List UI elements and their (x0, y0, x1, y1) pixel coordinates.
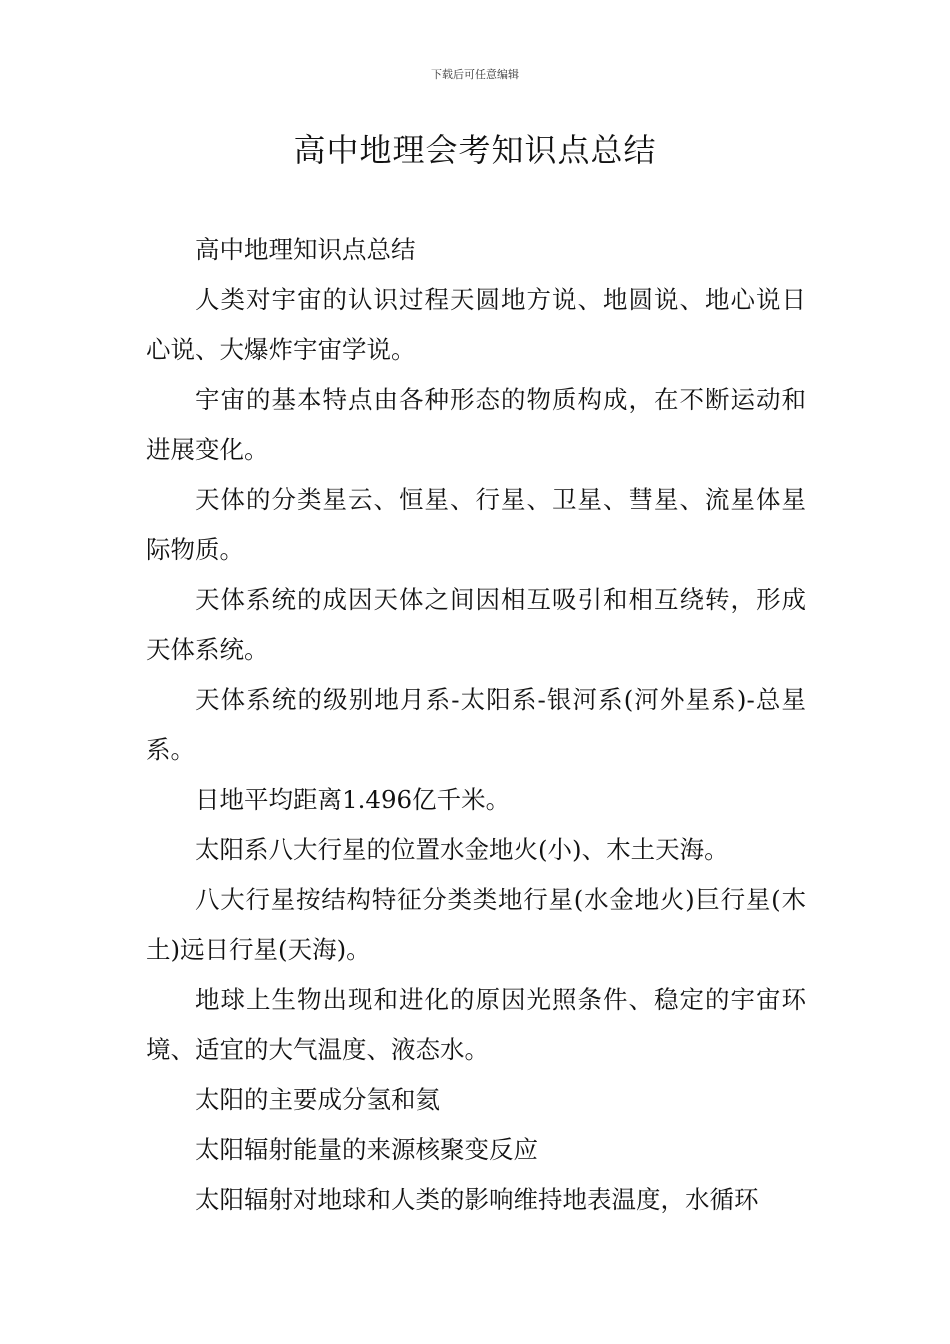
paragraph: 八大行星按结构特征分类类地行星(水金地火)巨行星(木土)远日行星(天海)。 (146, 885, 806, 964)
paragraph: 天体的分类星云、恒星、行星、卫星、彗星、流星体星际物质。 (146, 485, 806, 564)
paragraph: 地球上生物出现和进化的原因光照条件、稳定的宇宙环境、适宜的大气温度、液态水。 (146, 985, 806, 1064)
paragraph: 太阳辐射能量的来源核聚变反应 (195, 1135, 538, 1164)
paragraph: 天体系统的成因天体之间因相互吸引和相互绕转，形成天体系统。 (146, 585, 806, 664)
paragraph: 天体系统的级别地月系-太阳系-银河系(河外星系)-总星系。 (146, 685, 806, 764)
paragraph: 人类对宇宙的认识过程天圆地方说、地圆说、地心说日心说、大爆炸宇宙学说。 (146, 285, 806, 364)
document-body (146, 225, 806, 1225)
paragraph: 日地平均距离1.496亿千米。 (195, 785, 511, 814)
paragraph: 太阳辐射对地球和人类的影响维持地表温度，水循环 (195, 1185, 759, 1214)
paragraph: 高中地理知识点总结 (195, 235, 416, 264)
paragraph: 太阳系八大行星的位置水金地火(小)、木土天海。 (195, 835, 729, 864)
paragraph: 宇宙的基本特点由各种形态的物质构成，在不断运动和进展变化。 (146, 385, 806, 464)
document-title: 高中地理会考知识点总结 (293, 131, 657, 169)
paragraph: 太阳的主要成分氢和氦 (195, 1085, 440, 1114)
download-note: 下载后可任意编辑 (431, 68, 519, 81)
